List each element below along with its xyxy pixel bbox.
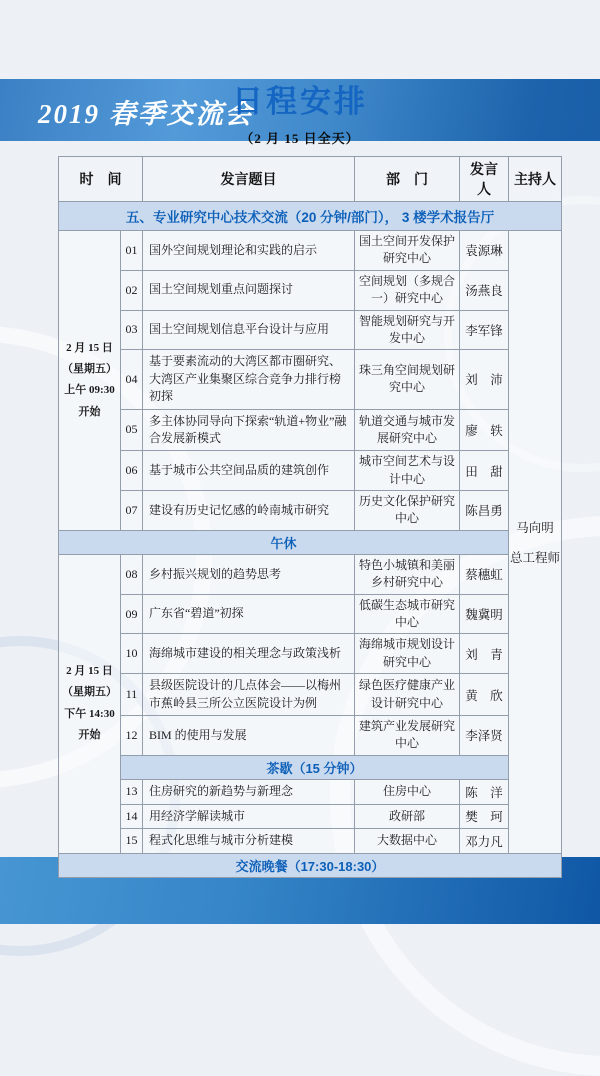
row-number: 04: [121, 350, 143, 409]
speaker-cell: 邓力凡: [460, 829, 509, 853]
dept-cell: 大数据中心: [355, 829, 460, 853]
table-row: [59, 409, 562, 451]
topic-cell: 程式化思维与城市分析建模: [143, 829, 355, 853]
dept-cell: 建筑产业发展研究中心: [355, 715, 460, 755]
row-number: 05: [121, 409, 143, 451]
row-number: 03: [121, 310, 143, 350]
col-header-topic: 发言题目: [143, 157, 355, 202]
dept-cell: 低碳生态城市研究中心: [355, 594, 460, 634]
dept-cell: 特色小城镇和美丽乡村研究中心: [355, 554, 460, 594]
topic-cell: 国外空间规划理论和实践的启示: [143, 231, 355, 271]
dept-cell: 住房中心: [355, 779, 460, 804]
topic-cell: 国土空间规划信息平台设计与应用: [143, 310, 355, 350]
row-number: 01: [121, 231, 143, 271]
dept-cell: 城市空间艺术与设计中心: [355, 451, 460, 491]
topic-cell: 海绵城市建设的相关理念与政策浅析: [143, 634, 355, 674]
topic-cell: BIM 的使用与发展: [143, 715, 355, 755]
schedule-table: [58, 156, 562, 878]
speaker-cell: 汤燕良: [460, 270, 509, 310]
speaker-cell: 田 甜: [460, 451, 509, 491]
host-name: 马向明: [516, 520, 554, 535]
row-number: 14: [121, 804, 143, 828]
table-row: [59, 715, 562, 755]
topic-cell: 用经济学解读城市: [143, 804, 355, 828]
dinner-row: [59, 853, 562, 877]
speaker-cell: 魏冀明: [460, 594, 509, 634]
tea-break-label: 茶歇（15 分钟）: [121, 755, 509, 779]
page-title: 日程安排: [232, 84, 368, 119]
row-number: 15: [121, 829, 143, 853]
table-row: [59, 554, 562, 594]
event-title: 2019 春季交流会: [38, 99, 254, 129]
section-label: 五、专业研究中心技术交流（20 分钟/部门）， 3 楼学术报告厅: [59, 202, 562, 231]
table-row: [59, 779, 562, 804]
topic-cell: 国土空间规划重点问题探讨: [143, 270, 355, 310]
topic-cell: 建设有历史记忆感的岭南城市研究: [143, 491, 355, 531]
col-header-dept: 部 门: [355, 157, 460, 202]
col-header-host: 主持人: [509, 157, 562, 202]
table-row: [59, 634, 562, 674]
table-header-row: [59, 157, 562, 202]
row-number: 09: [121, 594, 143, 634]
row-number: 12: [121, 715, 143, 755]
table-row: [59, 594, 562, 634]
speaker-cell: 李泽贤: [460, 715, 509, 755]
dept-cell: 轨道交通与城市发展研究中心: [355, 409, 460, 451]
row-number: 06: [121, 451, 143, 491]
row-number: 13: [121, 779, 143, 804]
lunch-break-row: [59, 530, 562, 554]
col-header-time: 时 间: [59, 157, 143, 202]
dinner-label: 交流晚餐（17:30-18:30）: [59, 853, 562, 877]
page-subtitle: （2 月 15 日全天）: [240, 131, 360, 146]
row-number: 07: [121, 491, 143, 531]
dept-cell: 空间规划（多规合一）研究中心: [355, 270, 460, 310]
row-number: 02: [121, 270, 143, 310]
speaker-cell: 陈昌勇: [460, 491, 509, 531]
table-row: [59, 270, 562, 310]
table-row: [59, 829, 562, 853]
speaker-cell: 李军锋: [460, 310, 509, 350]
col-header-speaker: 发言人: [460, 157, 509, 202]
speaker-cell: 陈 洋: [460, 779, 509, 804]
dept-cell: 历史文化保护研究中心: [355, 491, 460, 531]
dept-cell: 国土空间开发保护研究中心: [355, 231, 460, 271]
speaker-cell: 廖 轶: [460, 409, 509, 451]
time-cell-morning: 2 月 15 日 （星期五） 上午 09:30 开始: [59, 231, 121, 531]
topic-cell: 基于要素流动的大湾区都市圈研究、大湾区产业集聚区综合竞争力排行榜初探: [143, 350, 355, 409]
host-title: 总工程师: [510, 550, 561, 565]
row-number: 10: [121, 634, 143, 674]
dept-cell: 海绵城市规划设计研究中心: [355, 634, 460, 674]
speaker-cell: 刘 沛: [460, 350, 509, 409]
table-row: [59, 804, 562, 828]
row-number: 11: [121, 674, 143, 716]
tea-break-row: [59, 755, 562, 779]
dept-cell: 政研部: [355, 804, 460, 828]
topic-cell: 多主体协同导向下探索“轨道+物业”融合发展新模式: [143, 409, 355, 451]
table-row: [59, 674, 562, 716]
topic-cell: 广东省“碧道”初探: [143, 594, 355, 634]
speaker-cell: 黄 欣: [460, 674, 509, 716]
speaker-cell: 袁源琳: [460, 231, 509, 271]
table-row: [59, 231, 562, 271]
speaker-cell: 刘 青: [460, 634, 509, 674]
speaker-cell: 樊 珂: [460, 804, 509, 828]
dept-cell: 珠三角空间规划研究中心: [355, 350, 460, 409]
dept-cell: 智能规划研究与开发中心: [355, 310, 460, 350]
dept-cell: 绿色医疗健康产业设计研究中心: [355, 674, 460, 716]
topic-cell: 基于城市公共空间品质的建筑创作: [143, 451, 355, 491]
row-number: 08: [121, 554, 143, 594]
table-row: [59, 491, 562, 531]
host-cell: [509, 231, 562, 854]
table-row: [59, 451, 562, 491]
document-body: [0, 76, 600, 878]
table-row: [59, 350, 562, 409]
topic-cell: 乡村振兴规划的趋势思考: [143, 554, 355, 594]
lunch-break-label: 午休: [59, 530, 509, 554]
time-cell-afternoon: 2 月 15 日 （星期五） 下午 14:30 开始: [59, 554, 121, 853]
table-row: [59, 310, 562, 350]
topic-cell: 住房研究的新趋势与新理念: [143, 779, 355, 804]
topic-cell: 县级医院设计的几点体会——以梅州市蕉岭县三所公立医院设计为例: [143, 674, 355, 716]
section-row: [59, 202, 562, 231]
speaker-cell: 蔡穗虹: [460, 554, 509, 594]
